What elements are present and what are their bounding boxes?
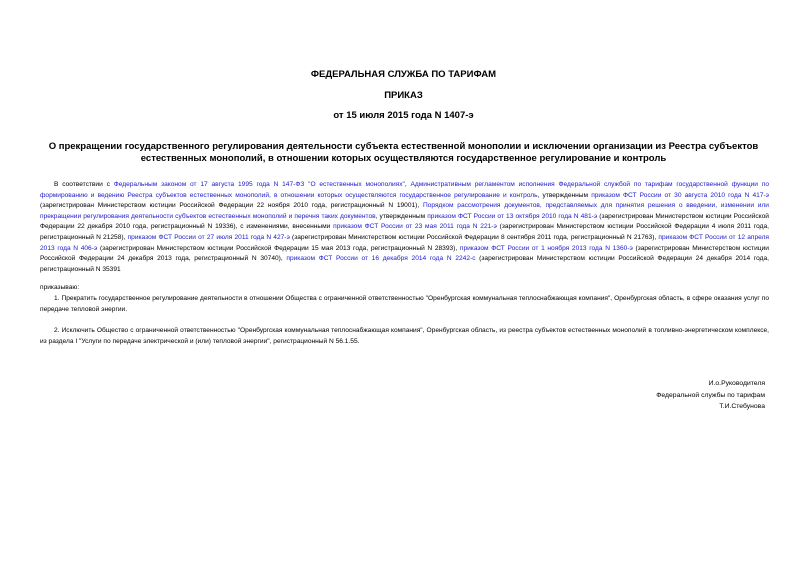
agency-name: ФЕДЕРАЛЬНАЯ СЛУЖБА ПО ТАРИФАМ [310, 69, 497, 80]
link-order-427[interactable]: приказом ФСТ России от 27 июля 2011 года N 427-э [127, 233, 290, 241]
link-admin-regulation[interactable]: Административным регламентом исполнения Федеральной службой по тарифам государственной функции по формированию и ведению Реестра субъектов естественных монополий, в отношении которых осуществляются государственное регулирование и контроль [40, 181, 770, 199]
signer-position: И.о.Руководителя [708, 380, 765, 387]
clause-1: 1. Прекратить государственное регулирование деятельности в отношении Общества с ограниченной ответственностью "Оренбургская коммунальная теплоснабжающая компания", Оренбургская область, в сфере оказания услуг по передаче тепловой энергии. [40, 295, 769, 313]
clause-2: 2. Исключить Общество с ограниченной ответственностью "Оренбургская коммунальная теплоснабжающая компания", Оренбургская область, из реестра субъектов естественных монополий в топливно-энергетическом комплексе, из раздела I "Услуги по передаче электрической и (или) тепловой энергии", регистрационный N 56.1.55. [40, 327, 769, 345]
preamble-text: (зарегистрирован Министерством юстиции Российской Федерации 8 сентября 2011 года, регистрационный N 21763), [289, 233, 659, 241]
preamble-text: , [404, 181, 411, 188]
preamble-text: , утвержденным [537, 191, 592, 199]
link-federal-law[interactable]: Федеральным законом от 17 августа 1995 года N 147-ФЗ "О естественных монополиях" [113, 181, 405, 188]
link-order-2242[interactable]: приказом ФСТ России от 16 декабря 2014 года N 2242-с [286, 255, 476, 263]
link-order-481[interactable]: приказом ФСТ России от 13 октября 2010 года N 481-э [427, 212, 598, 220]
preamble-text: (зарегистрирован Министерством юстиции Российской Федерации 24 декабря 2014 года, регистрационный N 35391 [40, 255, 769, 273]
signer-organization: Федеральной службы по тарифам [656, 391, 765, 399]
preamble-text: (зарегистрирован Министерством юстиции Российской Федерации 22 декабря 2010 года, регистрационный N 19336), с изменениями, внесенными [40, 212, 769, 231]
preamble-text: (зарегистрирован Министерством юстиции Российской Федерации 22 ноября 2010 года, регистрационный N 19001), [40, 202, 423, 210]
preamble-text: (зарегистрирован Министерством юстиции Российской Федерации 15 мая 2013 года, регистрационный N 28393), [97, 244, 460, 252]
link-order-417[interactable]: приказом ФСТ России от 30 августа 2010 года N 417-э [591, 191, 770, 199]
link-review-procedure[interactable]: Порядком рассмотрения документов, представляемых для принятия решения о введении, изменении или прекращении регулирования деятельности субъектов естественных монополий и перечня таких документов [40, 202, 769, 220]
document-type: ПРИКАЗ [384, 90, 423, 101]
link-order-406[interactable]: приказом ФСТ России от 12 апреля 2013 года N 406-э [40, 233, 769, 252]
document-date: от 15 июля 2015 года N 1407-э [333, 110, 474, 121]
document-title: О прекращении государственного регулирования деятельности субъекта естественной монополии и исключении организации из Реестра субъектов естественных монополий, в отношении которых осуществляются государственное регулирование и контроль [48, 141, 759, 164]
preamble-text: (зарегистрирован Министерством юстиции Российской Федерации 24 декабря 2013 года, регистрационный N 30740), [40, 244, 769, 263]
ordered-word: приказываю: [40, 284, 80, 291]
preamble-text: , утвержденным [375, 212, 428, 220]
preamble-text: В соответствии с [54, 181, 114, 188]
link-order-221[interactable]: приказом ФСТ России от 23 мая 2011 года N 221-э [333, 223, 497, 231]
preamble-paragraph [40, 180, 769, 275]
signer-name: Т.И.Стебунова [719, 403, 765, 410]
link-order-1360[interactable]: приказом ФСТ России от 1 ноября 2013 года N 1360-э [459, 244, 633, 252]
signature-block [656, 378, 765, 413]
preamble-text: (зарегистрирован Министерством юстиции Российской Федерации 4 июля 2011 года, регистрационный N 21258), [40, 223, 769, 241]
